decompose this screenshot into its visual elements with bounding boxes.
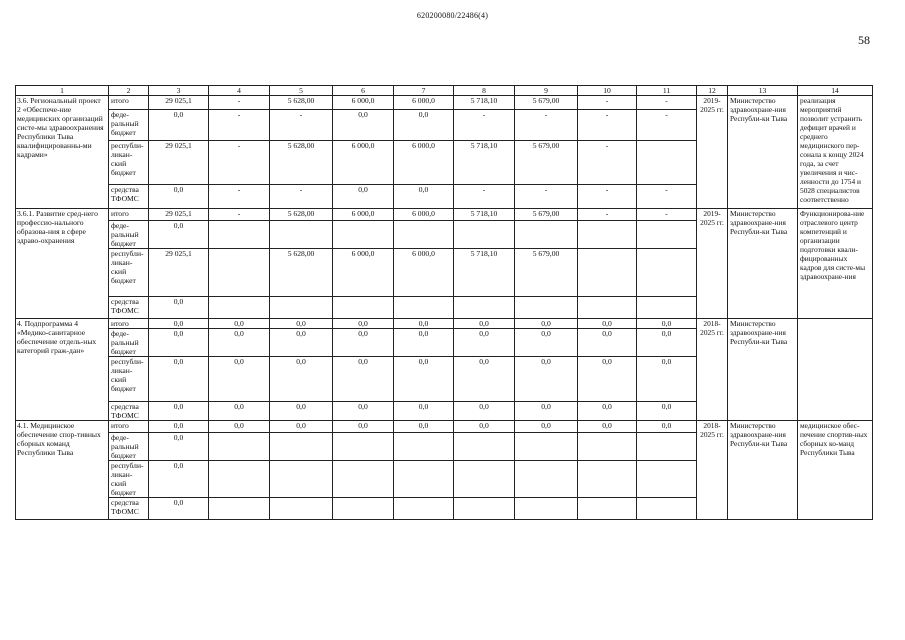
amount-cell: 6 000,0: [394, 249, 454, 297]
amount-cell: [637, 433, 697, 461]
amount-cell: -: [637, 185, 697, 209]
amount-cell: -: [270, 185, 333, 209]
amount-cell: 0,0: [209, 319, 270, 329]
implementation-period: 2019-2025 гг.: [697, 209, 728, 319]
header-cell: 2: [109, 86, 149, 96]
activity-name: 3.6. Региональный проект 2 «Обеспече-ние медицинских организаций систе-мы здравоохранения Республики Тыва квалифицированны-ми кадрами»: [16, 96, 109, 209]
funding-source: итого: [109, 96, 149, 110]
amount-cell: -: [637, 110, 697, 141]
header-cell: 11: [637, 86, 697, 96]
amount-cell: [394, 498, 454, 520]
amount-cell: 6 000,0: [394, 96, 454, 110]
funding-source: феде-ральный бюджет: [109, 329, 149, 357]
activity-name: 4. Подпрограмма 4 «Медико-санитарное обеспечение отдель-ных категорий граж-дан»: [16, 319, 109, 421]
amount-cell: [454, 461, 515, 498]
header-cell: 14: [798, 86, 873, 96]
amount-cell: 29 025,1: [149, 249, 209, 297]
funding-source: феде-ральный бюджет: [109, 433, 149, 461]
amount-cell: 0,0: [454, 319, 515, 329]
amount-cell: [209, 297, 270, 319]
header-cell: 5: [270, 86, 333, 96]
amount-cell: 0,0: [454, 421, 515, 433]
amount-cell: 0,0: [578, 357, 637, 402]
amount-cell: 6 000,0: [333, 141, 394, 185]
amount-cell: [270, 433, 333, 461]
amount-cell: 0,0: [209, 357, 270, 402]
amount-cell: 0,0: [333, 185, 394, 209]
amount-cell: [637, 297, 697, 319]
header-cell: 12: [697, 86, 728, 96]
amount-cell: [515, 433, 578, 461]
amount-cell: [454, 498, 515, 520]
funding-source: республи-ликан-ский бюджет: [109, 461, 149, 498]
amount-cell: 0,0: [394, 402, 454, 421]
amount-cell: -: [637, 96, 697, 110]
amount-cell: -: [578, 96, 637, 110]
header-cell: 8: [454, 86, 515, 96]
amount-cell: 0,0: [149, 319, 209, 329]
responsible-executor: Министерство здравоохране-ния Республи-ки Тыва: [728, 319, 798, 421]
amount-cell: 5 679,00: [515, 249, 578, 297]
funding-source: средства ТФОМС: [109, 402, 149, 421]
amount-cell: [515, 498, 578, 520]
funding-source: республи-ликан-ский бюджет: [109, 249, 149, 297]
amount-cell: [515, 221, 578, 249]
amount-cell: 0,0: [454, 357, 515, 402]
amount-cell: [394, 461, 454, 498]
amount-cell: 0,0: [515, 329, 578, 357]
amount-cell: [637, 461, 697, 498]
amount-cell: 0,0: [270, 357, 333, 402]
amount-cell: [209, 498, 270, 520]
amount-cell: -: [578, 141, 637, 185]
amount-cell: -: [209, 96, 270, 110]
amount-cell: 0,0: [209, 421, 270, 433]
amount-cell: [209, 433, 270, 461]
amount-cell: -: [578, 185, 637, 209]
amount-cell: 5 628,00: [270, 249, 333, 297]
amount-cell: 0,0: [149, 461, 209, 498]
amount-cell: 0,0: [270, 421, 333, 433]
amount-cell: [209, 461, 270, 498]
amount-cell: [270, 221, 333, 249]
amount-cell: [209, 221, 270, 249]
amount-cell: 0,0: [333, 110, 394, 141]
amount-cell: [578, 221, 637, 249]
amount-cell: 0,0: [149, 433, 209, 461]
amount-cell: 0,0: [637, 319, 697, 329]
budget-table: [15, 85, 873, 520]
amount-cell: [333, 221, 394, 249]
amount-cell: 0,0: [270, 329, 333, 357]
amount-cell: [333, 297, 394, 319]
amount-cell: 0,0: [333, 402, 394, 421]
responsible-executor: Министерство здравоохране-ния Республи-ки Тыва: [728, 209, 798, 319]
table-row: [16, 96, 873, 110]
header-cell: 7: [394, 86, 454, 96]
funding-source: республи-ликан-ский бюджет: [109, 141, 149, 185]
activity-name: 4.1. Медицинское обеспечение спор-тивных сборных команд Республики Тыва: [16, 421, 109, 520]
amount-cell: 0,0: [394, 319, 454, 329]
amount-cell: [270, 461, 333, 498]
amount-cell: [333, 498, 394, 520]
amount-cell: 0,0: [515, 402, 578, 421]
expected-result: медицинское обес-печение спортив-ных сборных ко-манд Республики Тыва: [798, 421, 873, 520]
amount-cell: [333, 433, 394, 461]
amount-cell: 0,0: [394, 329, 454, 357]
amount-cell: [454, 297, 515, 319]
amount-cell: 0,0: [333, 329, 394, 357]
amount-cell: 5 718,10: [454, 209, 515, 221]
amount-cell: -: [454, 110, 515, 141]
amount-cell: -: [209, 185, 270, 209]
amount-cell: 0,0: [515, 319, 578, 329]
amount-cell: 0,0: [270, 402, 333, 421]
amount-cell: 0,0: [333, 357, 394, 402]
document-id: 620200080/22486(4): [416, 11, 489, 20]
amount-cell: 0,0: [394, 185, 454, 209]
amount-cell: 5 628,00: [270, 141, 333, 185]
amount-cell: 0,0: [578, 329, 637, 357]
amount-cell: 0,0: [149, 357, 209, 402]
amount-cell: 0,0: [149, 185, 209, 209]
amount-cell: 0,0: [209, 402, 270, 421]
funding-source: средства ТФОМС: [109, 498, 149, 520]
amount-cell: 29 025,1: [149, 141, 209, 185]
amount-cell: [515, 297, 578, 319]
amount-cell: [578, 297, 637, 319]
amount-cell: [394, 221, 454, 249]
expected-result: [798, 319, 873, 421]
amount-cell: 5 679,00: [515, 209, 578, 221]
amount-cell: 6 000,0: [394, 141, 454, 185]
expected-result: Функционирова-ние отраслевого центр компетенций и организации подготовки квали-фицированных кадров для систе-мы здравоохране-ния: [798, 209, 873, 319]
amount-cell: 29 025,1: [149, 209, 209, 221]
amount-cell: 0,0: [454, 402, 515, 421]
amount-cell: -: [637, 209, 697, 221]
amount-cell: -: [515, 185, 578, 209]
amount-cell: [515, 461, 578, 498]
amount-cell: 0,0: [454, 329, 515, 357]
amount-cell: -: [270, 110, 333, 141]
expected-result: реализация мероприятий позволит устранить дефицит врачей и среднего медицинского пер-сонала к концу 2024 года, за счет увеличения и чис-ленности до 1754 и 5028 специалистов соответственно: [798, 96, 873, 209]
amount-cell: -: [209, 209, 270, 221]
amount-cell: -: [578, 110, 637, 141]
funding-source: средства ТФОМС: [109, 185, 149, 209]
amount-cell: 0,0: [578, 421, 637, 433]
amount-cell: 0,0: [333, 319, 394, 329]
amount-cell: 5 718,10: [454, 141, 515, 185]
implementation-period: 2019-2025 гг.: [697, 96, 728, 209]
amount-cell: 0,0: [637, 329, 697, 357]
page-number: 58: [858, 33, 870, 47]
amount-cell: 0,0: [149, 297, 209, 319]
amount-cell: 0,0: [149, 329, 209, 357]
amount-cell: [209, 249, 270, 297]
amount-cell: 0,0: [394, 110, 454, 141]
header-cell: 1: [16, 86, 109, 96]
funding-source: итого: [109, 319, 149, 329]
amount-cell: 5 628,00: [270, 96, 333, 110]
implementation-period: 2018-2025 гг.: [697, 421, 728, 520]
amount-cell: [270, 297, 333, 319]
amount-cell: [454, 221, 515, 249]
amount-cell: [637, 221, 697, 249]
amount-cell: 0,0: [149, 221, 209, 249]
implementation-period: 2018-2025 гг.: [697, 319, 728, 421]
funding-source: итого: [109, 421, 149, 433]
amount-cell: 0,0: [578, 319, 637, 329]
funding-source: феде-ральный бюджет: [109, 110, 149, 141]
amount-cell: [333, 461, 394, 498]
amount-cell: 5 718,10: [454, 96, 515, 110]
responsible-executor: Министерство здравоохране-ния Республи-ки Тыва: [728, 421, 798, 520]
amount-cell: 6 000,0: [333, 96, 394, 110]
amount-cell: 0,0: [270, 319, 333, 329]
amount-cell: [454, 433, 515, 461]
amount-cell: 0,0: [637, 421, 697, 433]
amount-cell: [578, 249, 637, 297]
amount-cell: [578, 461, 637, 498]
amount-cell: 0,0: [515, 421, 578, 433]
amount-cell: [270, 498, 333, 520]
amount-cell: 5 679,00: [515, 96, 578, 110]
amount-cell: [637, 141, 697, 185]
amount-cell: 0,0: [333, 421, 394, 433]
funding-source: феде-ральный бюджет: [109, 221, 149, 249]
amount-cell: 6 000,0: [333, 249, 394, 297]
amount-cell: 5 628,00: [270, 209, 333, 221]
amount-cell: -: [209, 110, 270, 141]
responsible-executor: Министерство здравоохране-ния Республи-ки Тыва: [728, 96, 798, 209]
amount-cell: 0,0: [209, 329, 270, 357]
amount-cell: 0,0: [149, 110, 209, 141]
amount-cell: -: [454, 185, 515, 209]
funding-source: итого: [109, 209, 149, 221]
amount-cell: 29 025,1: [149, 96, 209, 110]
table-row: [16, 209, 873, 221]
header-cell: 3: [149, 86, 209, 96]
amount-cell: 0,0: [578, 402, 637, 421]
header-row: [16, 86, 873, 96]
amount-cell: [394, 433, 454, 461]
amount-cell: [394, 297, 454, 319]
funding-source: республи-ликан-ский бюджет: [109, 357, 149, 402]
amount-cell: [578, 433, 637, 461]
amount-cell: -: [515, 110, 578, 141]
amount-cell: 0,0: [637, 402, 697, 421]
header-cell: 9: [515, 86, 578, 96]
table-row: [16, 421, 873, 433]
amount-cell: 0,0: [394, 357, 454, 402]
amount-cell: 0,0: [149, 421, 209, 433]
amount-cell: 5 718,10: [454, 249, 515, 297]
table-row: [16, 319, 873, 329]
header-cell: 10: [578, 86, 637, 96]
funding-source: средства ТФОМС: [109, 297, 149, 319]
amount-cell: [578, 498, 637, 520]
amount-cell: 5 679,00: [515, 141, 578, 185]
header-cell: 4: [209, 86, 270, 96]
amount-cell: 0,0: [394, 421, 454, 433]
amount-cell: 6 000,0: [333, 209, 394, 221]
amount-cell: 0,0: [149, 498, 209, 520]
amount-cell: [637, 498, 697, 520]
amount-cell: 0,0: [515, 357, 578, 402]
amount-cell: 0,0: [149, 402, 209, 421]
amount-cell: 0,0: [637, 357, 697, 402]
header-cell: 6: [333, 86, 394, 96]
amount-cell: -: [578, 209, 637, 221]
header-cell: 13: [728, 86, 798, 96]
amount-cell: 6 000,0: [394, 209, 454, 221]
activity-name: 3.6.1. Развитие сред-него профессио-нального образова-ния в сфере здраво-охранения: [16, 209, 109, 319]
amount-cell: -: [209, 141, 270, 185]
amount-cell: [637, 249, 697, 297]
